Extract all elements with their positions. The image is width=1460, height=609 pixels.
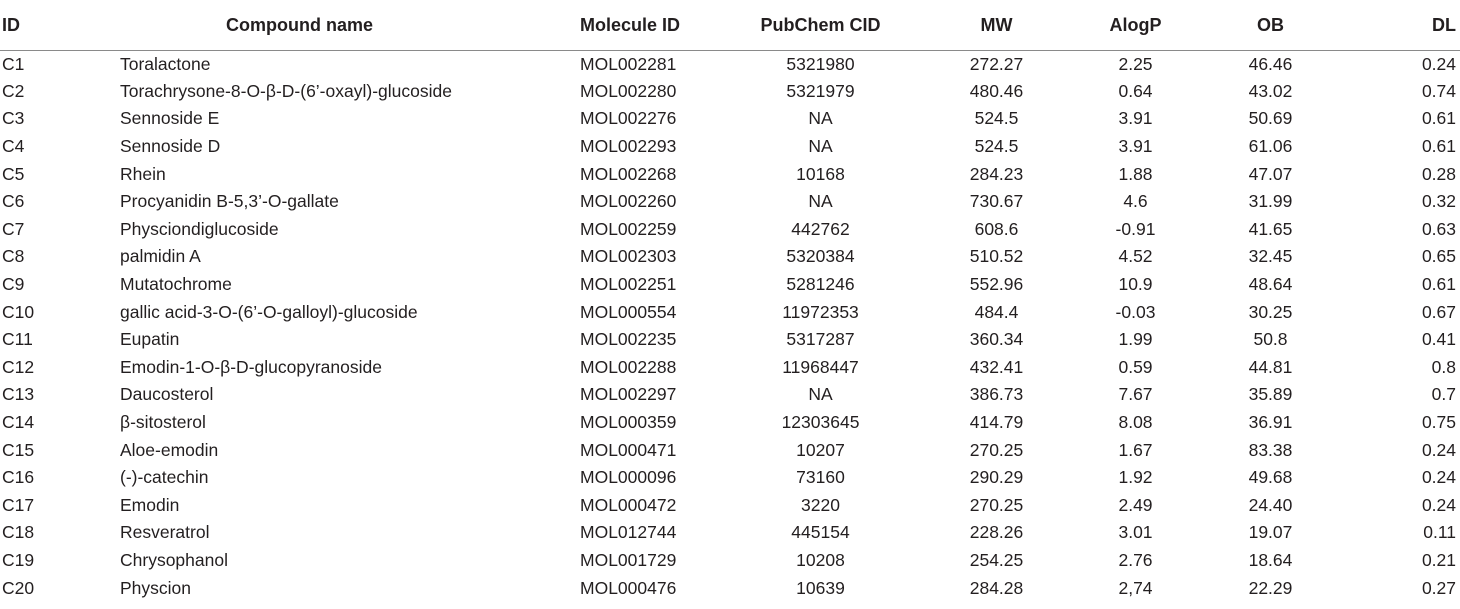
table-row (0, 271, 1460, 299)
cell-molecule-id: MOL002251 (580, 274, 677, 295)
cell-molecule-id: MOL002293 (580, 136, 677, 157)
table-row (0, 381, 1460, 409)
cell-dl: 0.24 (1421, 439, 1456, 460)
cell-dl: 0.75 (1421, 412, 1456, 433)
table-header-row (0, 0, 1460, 50)
cell-mw: 284.28 (969, 577, 1024, 598)
cell-alogp: 2.76 (1118, 549, 1153, 570)
cell-alogp: -0.91 (1115, 218, 1156, 239)
cell-alogp: 1.92 (1118, 467, 1153, 488)
table-row (0, 133, 1460, 161)
cell-alogp: 2.25 (1118, 53, 1153, 74)
cell-dl: 0.63 (1421, 218, 1456, 239)
cell-dl: 0.74 (1421, 80, 1456, 101)
cell-ob: 50.69 (1248, 108, 1293, 129)
cell-compound-name: Aloe-emodin (120, 439, 219, 460)
cell-mw: 254.25 (969, 549, 1024, 570)
cell-dl: 0.21 (1421, 549, 1456, 570)
header-alogp: AlogP (1063, 0, 1192, 50)
table-body (0, 50, 1460, 602)
cell-pubchem-cid: NA (808, 136, 833, 157)
cell-pubchem-cid: 5281246 (786, 274, 855, 295)
cell-molecule-id: MOL000359 (580, 412, 677, 433)
table-row (0, 574, 1460, 602)
cell-compound-name: Sennoside E (120, 108, 220, 129)
cell-dl: 0.67 (1421, 301, 1456, 322)
cell-molecule-id: MOL002288 (580, 356, 677, 377)
table-row (0, 160, 1460, 188)
cell-id: C3 (2, 108, 25, 129)
cell-molecule-id: MOL002280 (580, 80, 677, 101)
cell-pubchem-cid: 445154 (791, 522, 850, 543)
header-compound-name: Compound name (116, 0, 568, 50)
cell-alogp: 2.49 (1118, 494, 1153, 515)
cell-id: C11 (2, 329, 33, 350)
cell-mw: 386.73 (969, 384, 1024, 405)
cell-compound-name: Procyanidin B-5,3’-O-gallate (120, 191, 339, 212)
cell-pubchem-cid: 10207 (796, 439, 845, 460)
table-row (0, 105, 1460, 133)
cell-pubchem-cid: 10208 (796, 549, 845, 570)
table-row (0, 409, 1460, 437)
cell-ob: 46.46 (1248, 53, 1293, 74)
cell-ob: 32.45 (1248, 246, 1293, 267)
cell-mw: 484.4 (974, 301, 1019, 322)
cell-id: C10 (2, 301, 35, 322)
cell-id: C13 (2, 384, 35, 405)
cell-compound-name: Torachrysone-8-O-β-D-(6’-oxayl)-glucoside (120, 80, 452, 101)
cell-pubchem-cid: 5321980 (786, 53, 855, 74)
cell-dl: 0.28 (1421, 163, 1456, 184)
cell-compound-name: Emodin (120, 494, 180, 515)
cell-pubchem-cid: 73160 (796, 467, 845, 488)
cell-pubchem-cid: 5320384 (786, 246, 855, 267)
cell-id: C1 (2, 53, 25, 74)
cell-mw: 360.34 (969, 329, 1024, 350)
cell-dl: 0.61 (1421, 274, 1456, 295)
cell-ob: 41.65 (1248, 218, 1293, 239)
cell-id: C7 (2, 218, 25, 239)
cell-molecule-id: MOL001729 (580, 549, 677, 570)
cell-mw: 524.5 (974, 108, 1019, 129)
table-row (0, 354, 1460, 382)
cell-alogp: 8.08 (1118, 412, 1153, 433)
cell-dl: 0.7 (1431, 384, 1456, 405)
cell-ob: 50.8 (1253, 329, 1288, 350)
cell-alogp: 0.64 (1118, 80, 1153, 101)
table-row (0, 216, 1460, 244)
header-id: ID (0, 0, 116, 50)
cell-dl: 0.61 (1421, 136, 1456, 157)
cell-pubchem-cid: 10168 (796, 163, 845, 184)
cell-id: C14 (2, 412, 35, 433)
cell-pubchem-cid: 3220 (801, 494, 840, 515)
cell-compound-name: Mutatochrome (120, 274, 232, 295)
cell-mw: 284.23 (969, 163, 1024, 184)
cell-ob: 48.64 (1248, 274, 1293, 295)
cell-pubchem-cid: NA (808, 108, 833, 129)
cell-molecule-id: MOL000471 (580, 439, 677, 460)
cell-compound-name: Emodin-1-O-β-D-glucopyranoside (120, 356, 382, 377)
cell-mw: 510.52 (969, 246, 1024, 267)
cell-ob: 30.25 (1248, 301, 1293, 322)
header-molecule-id: Molecule ID (568, 0, 721, 50)
cell-ob: 49.68 (1248, 467, 1293, 488)
cell-compound-name: Chrysophanol (120, 549, 228, 570)
cell-id: C17 (2, 494, 35, 515)
header-pubchem-cid: PubChem CID (721, 0, 920, 50)
table-row (0, 50, 1460, 78)
cell-molecule-id: MOL012744 (580, 522, 677, 543)
cell-alogp: 1.88 (1118, 163, 1153, 184)
cell-alogp: 3.91 (1118, 136, 1153, 157)
cell-id: C8 (2, 246, 25, 267)
cell-mw: 552.96 (969, 274, 1024, 295)
cell-dl: 0.27 (1421, 577, 1456, 598)
header-mw: MW (920, 0, 1063, 50)
cell-id: C20 (2, 577, 35, 598)
cell-molecule-id: MOL002268 (580, 163, 677, 184)
cell-mw: 228.26 (969, 522, 1024, 543)
cell-pubchem-cid: NA (808, 191, 833, 212)
cell-id: C15 (2, 439, 35, 460)
cell-ob: 24.40 (1248, 494, 1293, 515)
cell-alogp: 4.52 (1118, 246, 1153, 267)
cell-ob: 36.91 (1248, 412, 1293, 433)
cell-mw: 480.46 (969, 80, 1024, 101)
cell-molecule-id: MOL000554 (580, 301, 677, 322)
cell-dl: 0.65 (1421, 246, 1456, 267)
cell-pubchem-cid: 12303645 (781, 412, 860, 433)
cell-ob: 83.38 (1248, 439, 1293, 460)
cell-dl: 0.24 (1421, 53, 1456, 74)
cell-id: C9 (2, 274, 25, 295)
cell-ob: 43.02 (1248, 80, 1293, 101)
cell-compound-name: palmidin A (120, 246, 201, 267)
cell-alogp: 1.67 (1118, 439, 1153, 460)
cell-ob: 19.07 (1248, 522, 1293, 543)
cell-alogp: 2,74 (1118, 577, 1153, 598)
table-row (0, 492, 1460, 520)
table-row (0, 298, 1460, 326)
cell-molecule-id: MOL002276 (580, 108, 677, 129)
cell-mw: 730.67 (969, 191, 1024, 212)
cell-dl: 0.61 (1421, 108, 1456, 129)
cell-molecule-id: MOL002297 (580, 384, 677, 405)
table-row (0, 436, 1460, 464)
cell-mw: 608.6 (974, 218, 1019, 239)
cell-id: C4 (2, 136, 25, 157)
cell-mw: 432.41 (969, 356, 1024, 377)
cell-alogp: 1.99 (1118, 329, 1153, 350)
cell-compound-name: (-)-catechin (120, 467, 209, 488)
cell-ob: 31.99 (1248, 191, 1293, 212)
cell-ob: 61.06 (1248, 136, 1293, 157)
table-row (0, 78, 1460, 106)
cell-compound-name: Rhein (120, 163, 166, 184)
cell-molecule-id: MOL002259 (580, 218, 677, 239)
cell-alogp: 4.6 (1123, 191, 1148, 212)
cell-alogp: 7.67 (1118, 384, 1153, 405)
cell-dl: 0.11 (1423, 522, 1456, 543)
cell-dl: 0.24 (1421, 467, 1456, 488)
cell-ob: 47.07 (1248, 163, 1293, 184)
cell-id: C16 (2, 467, 35, 488)
cell-ob: 22.29 (1248, 577, 1293, 598)
cell-compound-name: Physcion (120, 577, 192, 598)
cell-compound-name: Daucosterol (120, 384, 214, 405)
cell-compound-name: Physciondiglucoside (120, 218, 279, 239)
cell-mw: 290.29 (969, 467, 1024, 488)
header-dl: DL (1329, 0, 1460, 50)
cell-id: C6 (2, 191, 25, 212)
cell-id: C19 (2, 549, 35, 570)
cell-dl: 0.41 (1421, 329, 1456, 350)
cell-molecule-id: MOL002281 (580, 53, 677, 74)
header-ob: OB (1192, 0, 1329, 50)
cell-alogp: -0.03 (1115, 301, 1156, 322)
cell-id: C12 (2, 356, 35, 377)
cell-compound-name: Sennoside D (120, 136, 221, 157)
cell-alogp: 3.91 (1118, 108, 1153, 129)
cell-molecule-id: MOL002235 (580, 329, 677, 350)
cell-mw: 272.27 (969, 53, 1024, 74)
cell-dl: 0.24 (1421, 494, 1456, 515)
cell-ob: 18.64 (1248, 549, 1293, 570)
cell-id: C2 (2, 80, 25, 101)
cell-dl: 0.32 (1421, 191, 1456, 212)
cell-alogp: 0.59 (1118, 356, 1153, 377)
cell-pubchem-cid: 442762 (791, 218, 850, 239)
cell-pubchem-cid: 5321979 (786, 80, 855, 101)
cell-mw: 414.79 (969, 412, 1024, 433)
cell-mw: 524.5 (974, 136, 1019, 157)
cell-pubchem-cid: 11968447 (782, 356, 859, 377)
cell-mw: 270.25 (969, 439, 1024, 460)
table-row (0, 243, 1460, 271)
cell-compound-name: Resveratrol (120, 522, 210, 543)
cell-compound-name: β-sitosterol (120, 412, 206, 433)
table-row (0, 188, 1460, 216)
cell-pubchem-cid: 10639 (796, 577, 845, 598)
cell-dl: 0.8 (1431, 356, 1456, 377)
cell-id: C18 (2, 522, 35, 543)
table-row (0, 547, 1460, 575)
cell-pubchem-cid: 11972353 (782, 301, 859, 322)
table-row (0, 519, 1460, 547)
cell-ob: 35.89 (1248, 384, 1293, 405)
cell-alogp: 10.9 (1118, 274, 1153, 295)
cell-molecule-id: MOL002303 (580, 246, 677, 267)
cell-pubchem-cid: 5317287 (786, 329, 855, 350)
cell-compound-name: gallic acid-3-O-(6’-O-galloyl)-glucoside (120, 301, 418, 322)
cell-ob: 44.81 (1248, 356, 1293, 377)
table-row (0, 464, 1460, 492)
table-row (0, 326, 1460, 354)
cell-molecule-id: MOL000476 (580, 577, 677, 598)
cell-molecule-id: MOL000472 (580, 494, 677, 515)
cell-molecule-id: MOL002260 (580, 191, 677, 212)
cell-molecule-id: MOL000096 (580, 467, 677, 488)
cell-compound-name: Toralactone (120, 53, 211, 74)
cell-alogp: 3.01 (1118, 522, 1153, 543)
cell-id: C5 (2, 163, 25, 184)
cell-pubchem-cid: NA (808, 384, 833, 405)
cell-mw: 270.25 (969, 494, 1024, 515)
cell-compound-name: Eupatin (120, 329, 180, 350)
